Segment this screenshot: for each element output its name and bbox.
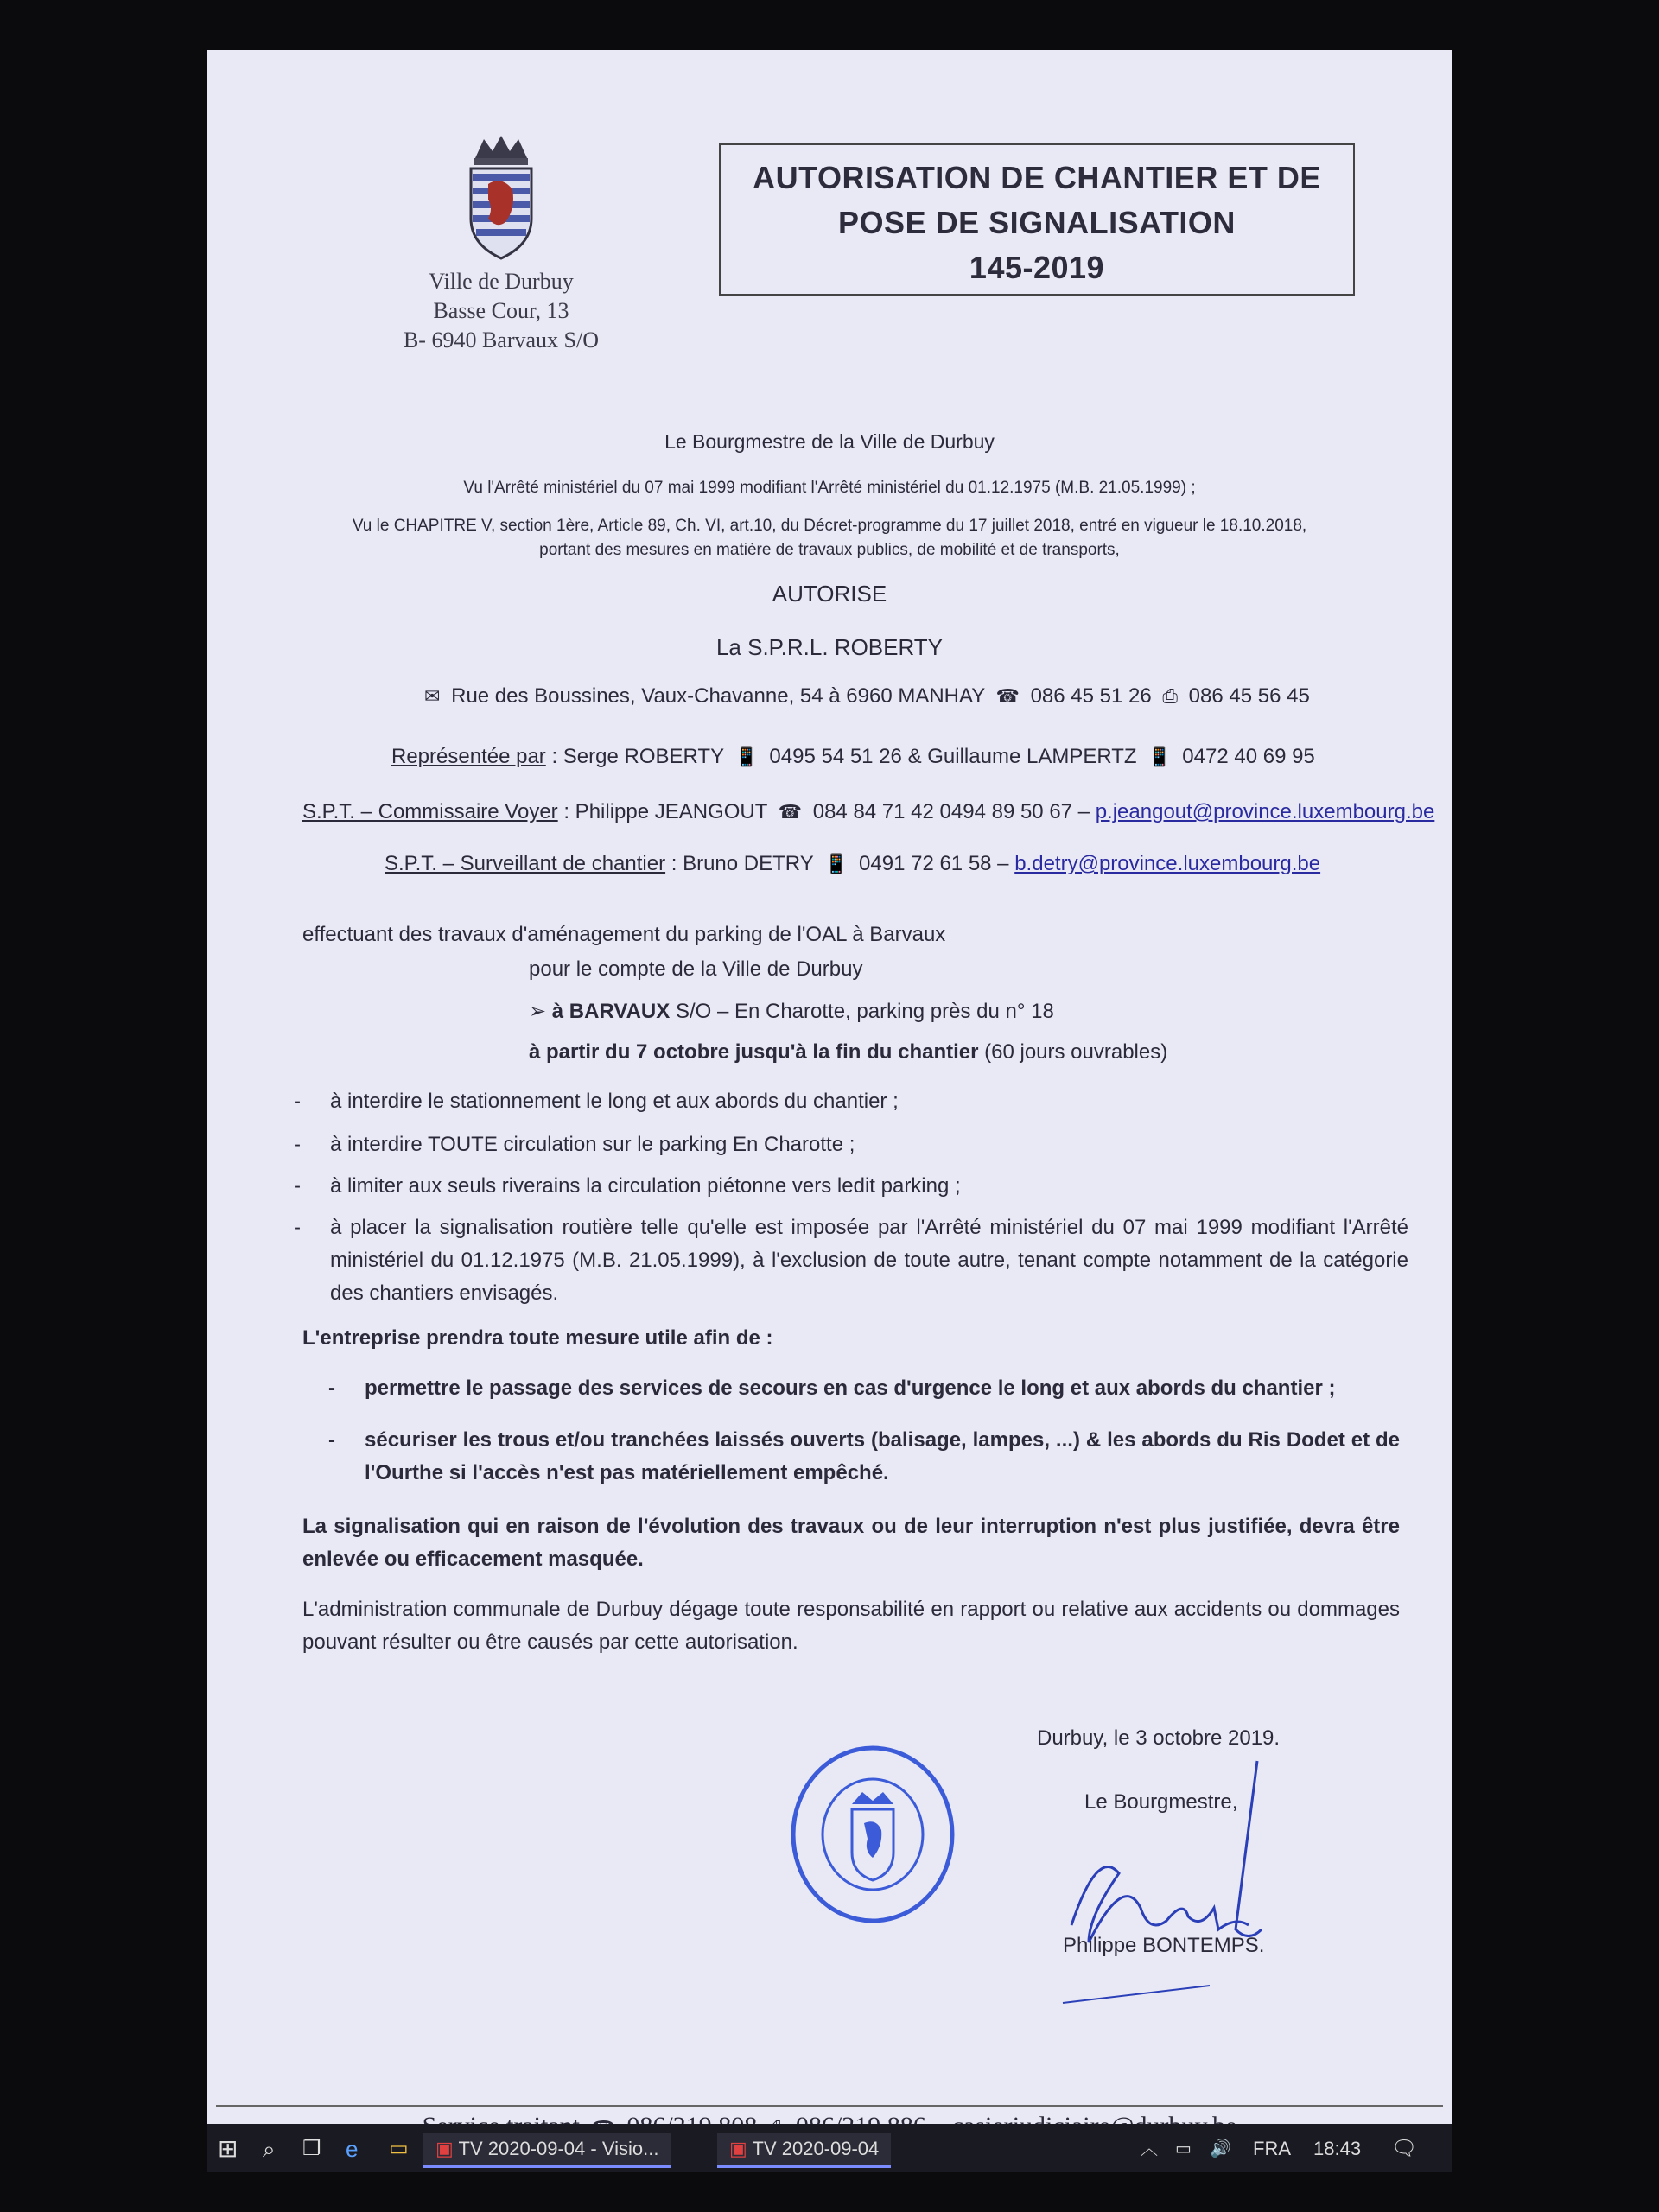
company-name: La S.P.R.L. ROBERTY [715,634,944,660]
search-icon[interactable]: ⌕ [263,2136,276,2162]
works-client: pour le compte de la Ville de Durbuy [529,957,863,981]
spt1-label: S.P.T. – Commissaire Voyer [302,800,558,823]
spt2-label: S.P.T. – Surveillant de chantier [385,852,666,875]
rep-and: & [907,745,922,768]
mobile-icon: 📱 [734,746,759,767]
pdf-app-icon: ▣ [729,2138,747,2159]
rep-label: Représentée par [391,745,546,768]
spt2-email-link[interactable]: b.detry@province.luxembourg.be [1014,852,1321,875]
autorise-heading: AUTORISE [772,581,887,607]
city-name: Ville de Durbuy [429,269,574,294]
windows-start-icon[interactable]: ⊞ [218,2135,238,2162]
location-rest: S/O – En Charotte, parking près du n° 18 [675,1000,1054,1023]
footer-divider [216,2105,1443,2107]
condition-item: - à placer la signalisation routière telle qu'elle est imposée par l'Arrêté ministériel du 07 mai 1999 modifiant l'Arrêté ministériel du 01.12.1975 (M.B. 21.05.1999), à l'exclusion de toute autre, tenant compte notamment de la catégorie des chantiers envisagés. [294,1216,1408,1305]
spt2-phone: 0491 72 61 58 – [859,852,1009,875]
vu-arrete: Vu l'Arrêté ministériel du 07 mai 1999 modifiant l'Arrêté ministériel du 01.12.1975 (M.B. 21.05.1999) ; [463,479,1196,497]
city-street: Basse Cour, 13 [433,298,569,323]
spt1-phones: 084 84 71 42 0494 89 50 67 – [812,800,1090,823]
spt2-name: : Bruno DETRY [671,852,814,875]
municipal-stamp [786,1744,959,1925]
authority: Le Bourgmestre de la Ville de Durbuy [664,430,995,453]
vu-portant: portant des mesures en matière de travaux publics, de mobilité et de transports, [539,541,1120,559]
rep1-phone: 0495 54 51 26 [769,745,902,768]
company-fax: 086 45 56 45 [1188,684,1310,708]
company-address: Rue des Boussines, Vaux-Chavanne, 54 à 6960 MANHAY [451,684,985,708]
representatives-line [391,745,1315,769]
spt1-name: : Philippe JEANGOUT [563,800,767,823]
taskbar [207,2124,1452,2172]
language-indicator[interactable]: FRA [1253,2138,1291,2159]
works-period [529,1040,1167,1065]
arrow-bullet-icon: ➢ [529,1000,547,1023]
measure-item: - permettre le passage des services de secours en cas d'urgence le long et aux abords du chantier ; [328,1376,1336,1400]
signature-place-date: Durbuy, le 3 octobre 2019. [1037,1726,1281,1750]
disclaimer: L'administration communale de Durbuy dégage toute responsabilité en rapport ou relative aux accidents ou dommages pouvant résulter ou être causés par cette autorisation. [302,1598,1400,1654]
signature-role: Le Bourgmestre, [1084,1790,1238,1814]
spt1-email-link[interactable]: p.jeangout@province.luxembourg.be [1095,800,1435,823]
company-address-line [419,684,1310,709]
rep2-phone: 0472 40 69 95 [1182,745,1315,768]
task-view-icon[interactable]: ❐ [302,2137,321,2160]
phone-icon: ☎ [995,685,1020,707]
measures-heading: L'entreprise prendra toute mesure utile afin de : [302,1326,773,1350]
taskbar-app-tv[interactable]: ▣ TV 2020-09-04 [717,2133,891,2168]
edge-browser-icon[interactable]: e [346,2136,359,2162]
mail-icon: ✉ [424,685,441,707]
document-page [207,50,1452,2124]
condition-item: - à interdire le stationnement le long et aux abords du chantier ; [294,1090,899,1113]
rep1-name: : Serge ROBERTY [551,745,724,768]
pdf-app-icon: ▣ [435,2138,454,2159]
taskbar-app-visio[interactable]: ▣ TV 2020-09-04 - Visio... [423,2133,671,2168]
battery-icon[interactable]: ▭ [1175,2139,1192,2158]
file-explorer-icon[interactable]: ▭ [389,2137,409,2160]
condition-item: - à interdire TOUTE circulation sur le parking En Charotte ; [294,1133,855,1156]
handwritten-signature [1037,1744,1296,2020]
document-title-box [719,143,1355,296]
location-bold: à BARVAUX [551,1000,671,1023]
title-line-2: POSE DE SIGNALISATION [838,205,1236,240]
signalisation-note: La signalisation qui en raison de l'évolution des travaux ou de leur interruption n'est plus justifiée, devra être enlevée ou efficacement masquée. [302,1515,1400,1571]
mobile-icon: 📱 [1147,746,1172,767]
phone-icon: ☎ [778,801,803,823]
period-bold: à partir du 7 octobre jusqu'à la fin du chantier [529,1040,979,1064]
chevron-up-icon[interactable]: ︿ [1141,2139,1158,2158]
works-description: effectuant des travaux d'aménagement du parking de l'OAL à Barvaux [302,923,946,946]
letterhead [363,132,639,355]
city-crest-icon [462,132,540,262]
spt1-line [302,800,1434,824]
volume-icon[interactable]: 🔊 [1210,2139,1231,2158]
condition-item: - à limiter aux seuls riverains la circulation piétonne vers ledit parking ; [294,1174,961,1198]
works-location [529,999,1054,1024]
signatory-name: Philippe BONTEMPS. [1063,1934,1265,1957]
spt2-line [385,852,1320,876]
title-line-1: AUTORISATION DE CHANTIER ET DE [753,160,1321,195]
vu-chapitre: Vu le CHAPITRE V, section 1ère, Article 89, Ch. VI, art.10, du Décret-programme du 17 juillet 2018, entré en vigueur le 18.10.2018, [352,517,1307,535]
company-phone: 086 45 51 26 [1030,684,1152,708]
measure-item: - sécuriser les trous et/ou tranchées laissés ouverts (balisage, lampes, ...) & les abords du Ris Dodet et de l'Ourthe si l'accès n'est pas matériellement empêché. [328,1428,1400,1484]
fax-icon: ⎙ [1162,685,1178,707]
rep2-name: Guillaume LAMPERTZ [927,745,1137,768]
mobile-icon: 📱 [823,853,849,874]
clock[interactable]: 18:43 [1313,2138,1362,2159]
title-number: 145-2019 [969,250,1105,285]
city-postal: B- 6940 Barvaux S/O [403,327,600,353]
notification-icon[interactable]: 🗨 [1391,2137,1418,2160]
period-rest: (60 jours ouvrables) [984,1040,1168,1064]
